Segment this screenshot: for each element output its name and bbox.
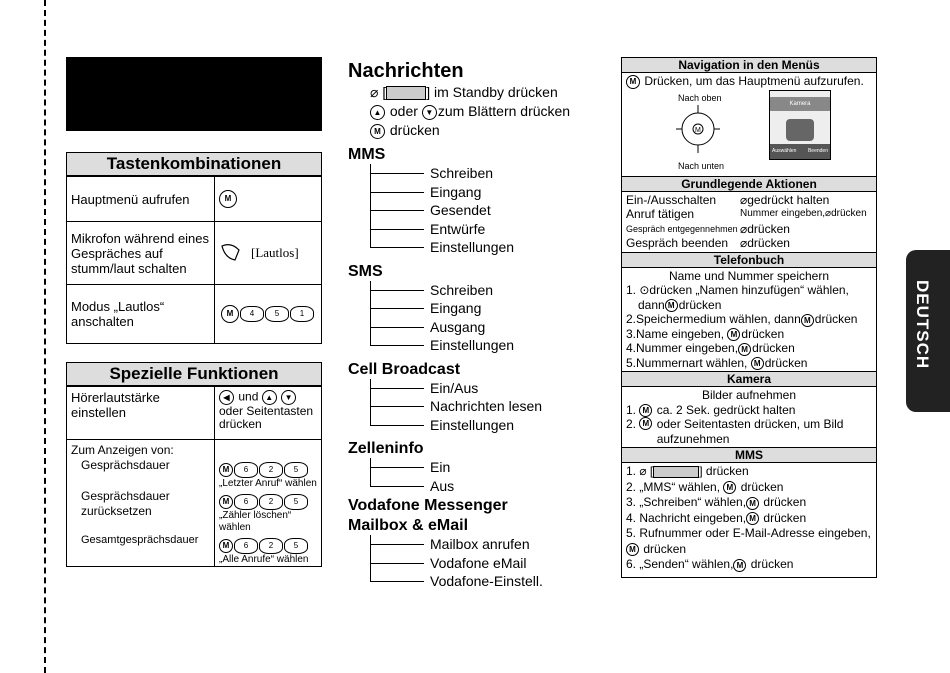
key-5-icon: 5 xyxy=(265,306,289,322)
submenu-tree xyxy=(370,164,608,257)
key-2-icon: 2 xyxy=(259,538,283,554)
nav-up-icon: ▲ xyxy=(370,105,385,120)
intro-line: M drücken xyxy=(348,121,608,140)
row-value: ⌀drücken xyxy=(740,221,790,236)
menu-key-icon: M xyxy=(665,299,678,312)
intro-line: ▲ oder ▼ zum Blättern drücken xyxy=(348,102,608,121)
submenu-item: Vodafone-Einstell. xyxy=(370,572,608,591)
submenu-item: Nachrichten lesen xyxy=(370,397,608,416)
row-label: Gespräch entgegennehmen xyxy=(626,223,738,234)
softkey-icon: ⌀ xyxy=(370,84,379,100)
submenu-title: Mailbox & eMail xyxy=(348,517,469,534)
menu-key-icon: M xyxy=(639,417,652,430)
submenu-item: Mailbox anrufen xyxy=(370,535,608,554)
nav-left-icon: ◀ xyxy=(219,390,234,405)
row-keys xyxy=(215,222,321,284)
menu-key-icon: M xyxy=(626,75,640,89)
header-black-box xyxy=(66,57,322,131)
menu-key-icon: M xyxy=(733,559,746,572)
row-label: Gespräch beenden xyxy=(626,236,729,251)
submenu-item: Schreiben xyxy=(370,164,608,183)
section-title: Nachrichten xyxy=(348,60,464,82)
submenu-tree xyxy=(370,535,608,591)
basic-actions-title: Grundlegende Aktionen xyxy=(622,176,876,192)
key-5-icon: 5 xyxy=(284,538,308,554)
menu-key-icon: M xyxy=(219,539,233,553)
table-row xyxy=(67,221,321,284)
camera-body: Bilder aufnehmen 1. M ca. 2 Sek. gedrückt halten 2. M oder Seitentasten drücken, um Bild aufzunehmen xyxy=(622,387,876,447)
messages-menu xyxy=(348,60,608,591)
menu-key-icon: M xyxy=(746,497,759,510)
action-text: „Letzter Anruf“ wählen xyxy=(219,478,317,489)
submenu-item: Einstellungen xyxy=(370,336,608,355)
submenu-item: Ein xyxy=(370,458,608,477)
row-label: Hörerlautstärke einstellen xyxy=(67,387,215,439)
row-label: Ein-/Ausschalten xyxy=(626,192,717,207)
envelope-icon xyxy=(653,466,699,478)
action-text: „Alle Anrufe“ wählen xyxy=(219,554,309,565)
key-6-icon: 6 xyxy=(234,462,258,478)
nav-down-icon: ▼ xyxy=(422,105,437,120)
submenu-tree xyxy=(370,458,608,495)
menu-key-icon: M xyxy=(723,481,736,494)
nav-body xyxy=(622,73,876,176)
key-4-icon: 4 xyxy=(240,306,264,322)
total-duration-label: Gesamtgesprächsdauer xyxy=(81,534,199,546)
table-row xyxy=(67,439,321,566)
softkey-icon: ⌀ xyxy=(639,464,647,479)
submenu-item: Entwürfe xyxy=(370,220,608,239)
submenu-item: Einstellungen xyxy=(370,416,608,435)
key-1-icon: 1 xyxy=(290,306,314,322)
row-label xyxy=(67,440,215,566)
nav-icon: ⊙ xyxy=(639,283,650,298)
submenu-item: Eingang xyxy=(370,183,608,202)
row-label: Modus „Lautlos“ anschalten xyxy=(67,285,215,343)
row-label: Mikrofon während eines Gespräches auf stumm/laut schalten xyxy=(67,222,215,284)
camera-title: Kamera xyxy=(622,371,876,387)
phonebook-subtitle: Name und Nummer speichern xyxy=(668,268,830,283)
key-2-icon: 2 xyxy=(259,462,283,478)
menu-key-icon: M xyxy=(370,124,385,139)
key-5-icon: 5 xyxy=(284,494,308,510)
up-label: Nach oben xyxy=(678,92,722,103)
phonebook-title: Telefonbuch xyxy=(622,252,876,268)
phone-screen xyxy=(769,90,831,160)
submenu-item: Schreiben xyxy=(370,281,608,300)
and-text: und xyxy=(238,389,259,404)
row-label: Anruf tätigen xyxy=(626,207,695,222)
nav-title: Navigation in den Menüs xyxy=(622,58,876,73)
key-6-icon: 6 xyxy=(234,538,258,554)
row-label: Hauptmenü aufrufen xyxy=(67,177,215,221)
end-key-icon: ⌀ xyxy=(740,236,748,251)
submenu-item: Ausgang xyxy=(370,318,608,337)
intro-text: Zum Anzeigen von: xyxy=(71,443,174,457)
nav-up-icon: ▲ xyxy=(262,390,277,405)
submenu-tree xyxy=(370,281,608,355)
table-row xyxy=(67,176,321,221)
table-row xyxy=(67,284,321,343)
language-label: DEUTSCH xyxy=(913,280,932,370)
key-2-icon: 2 xyxy=(259,494,283,510)
svg-text:M: M xyxy=(695,126,701,134)
table-title: Spezielle Funktionen xyxy=(67,363,321,386)
menu-key-icon: M xyxy=(626,543,639,556)
call-duration-label: Gesprächsdauer xyxy=(81,458,170,472)
mute-label: [Lautlos] xyxy=(251,245,299,260)
envelope-icon xyxy=(386,86,426,100)
camera-icon xyxy=(786,119,814,141)
menu-key-icon: M xyxy=(221,305,239,323)
down-label: Nach unten xyxy=(678,160,725,171)
submenu-item: Einstellungen xyxy=(370,238,608,257)
submenu-title: Cell Broadcast xyxy=(348,360,461,378)
table-row xyxy=(67,386,321,439)
basic-actions-body xyxy=(622,192,876,252)
submenu-title: SMS xyxy=(348,262,383,280)
submenu-item: Aus xyxy=(370,477,608,496)
nav-text: Drücken, um das Hauptmenü aufzurufen. xyxy=(644,74,864,88)
submenu-item: Ein/Aus xyxy=(370,379,608,398)
submenu-item: Gesendet xyxy=(370,201,608,220)
key-5-icon: 5 xyxy=(284,462,308,478)
reset-duration-label: Gesprächsdauer zurücksetzen xyxy=(81,489,170,518)
submenu-item: Vodafone eMail xyxy=(370,554,608,573)
nav-pad-icon xyxy=(676,101,726,157)
key-6-icon: 6 xyxy=(234,494,258,510)
quick-reference-panel xyxy=(621,57,877,578)
menu-key-icon: M xyxy=(219,190,237,208)
row-keys xyxy=(215,285,321,343)
menu-key-icon: M xyxy=(219,495,233,509)
menu-key-icon: M xyxy=(738,343,751,356)
end-key-icon: ⌀ xyxy=(740,192,748,207)
call-key-icon: ⌀ xyxy=(740,221,748,236)
row-value: ⌀gedrückt halten xyxy=(740,192,830,207)
submenu-item: Eingang xyxy=(370,299,608,318)
submenu-tree xyxy=(370,379,608,435)
side-keys-text: oder Seitentasten drücken xyxy=(219,404,314,431)
softkey-left-icon xyxy=(219,242,243,264)
row-keys xyxy=(215,177,321,221)
menu-key-icon: M xyxy=(727,328,740,341)
submenu-title: Vodafone Messenger xyxy=(348,497,508,514)
menu-key-icon: M xyxy=(801,314,814,327)
key-combinations-table xyxy=(66,152,322,344)
mms-title: MMS xyxy=(622,447,876,463)
call-key-icon: ⌀ xyxy=(825,208,832,220)
camera-subtitle: Bilder aufnehmen xyxy=(701,388,797,403)
cut-line xyxy=(44,0,46,673)
phone-illustration xyxy=(626,89,872,175)
row-keys xyxy=(215,440,321,566)
menu-key-icon: M xyxy=(219,463,233,477)
screen-softkeys: Auswählen Beenden xyxy=(770,144,830,159)
menu-key-icon: M xyxy=(751,357,764,370)
special-functions-table xyxy=(66,362,322,567)
submenu-title: MMS xyxy=(348,146,386,163)
language-tab xyxy=(906,250,950,412)
row-value: Nummer eingeben,⌀drücken xyxy=(740,208,867,220)
submenu-title: Zelleninfo xyxy=(348,440,424,457)
nav-down-icon: ▼ xyxy=(281,390,296,405)
screen-title: Kamera xyxy=(770,97,830,112)
phonebook-body: Name und Nummer speichern 1. ⊙drücken „Namen hinzufügen“ wählen, dann M drücken 2.Speichermedium wählen, dann M drücken 3.Name eingeben, M drücken 4.Nummer eingeben, M drücken 5.Nummernart wählen, M drücken xyxy=(622,268,876,372)
mms-body: 1. ⌀ [ ] drücken 2. „MMS“ wählen, M drücken 3. „Schreiben“ wählen, M drücken 4. Nachricht eingeben, M drücken 5. Rufnummer oder E-Mail-Adresse eingeben,M drücken 6. „Senden“ wählen, M drücken xyxy=(626,464,871,572)
menu-key-icon: M xyxy=(639,404,652,417)
intro-line: ⌀ [ ] im Standby drücken xyxy=(370,84,558,100)
action-text: „Zähler löschen“ wählen xyxy=(219,510,292,533)
row-keys xyxy=(215,387,321,439)
row-value: ⌀drücken xyxy=(740,236,790,251)
menu-key-icon: M xyxy=(746,512,759,525)
table-title: Tastenkombinationen xyxy=(67,153,321,176)
